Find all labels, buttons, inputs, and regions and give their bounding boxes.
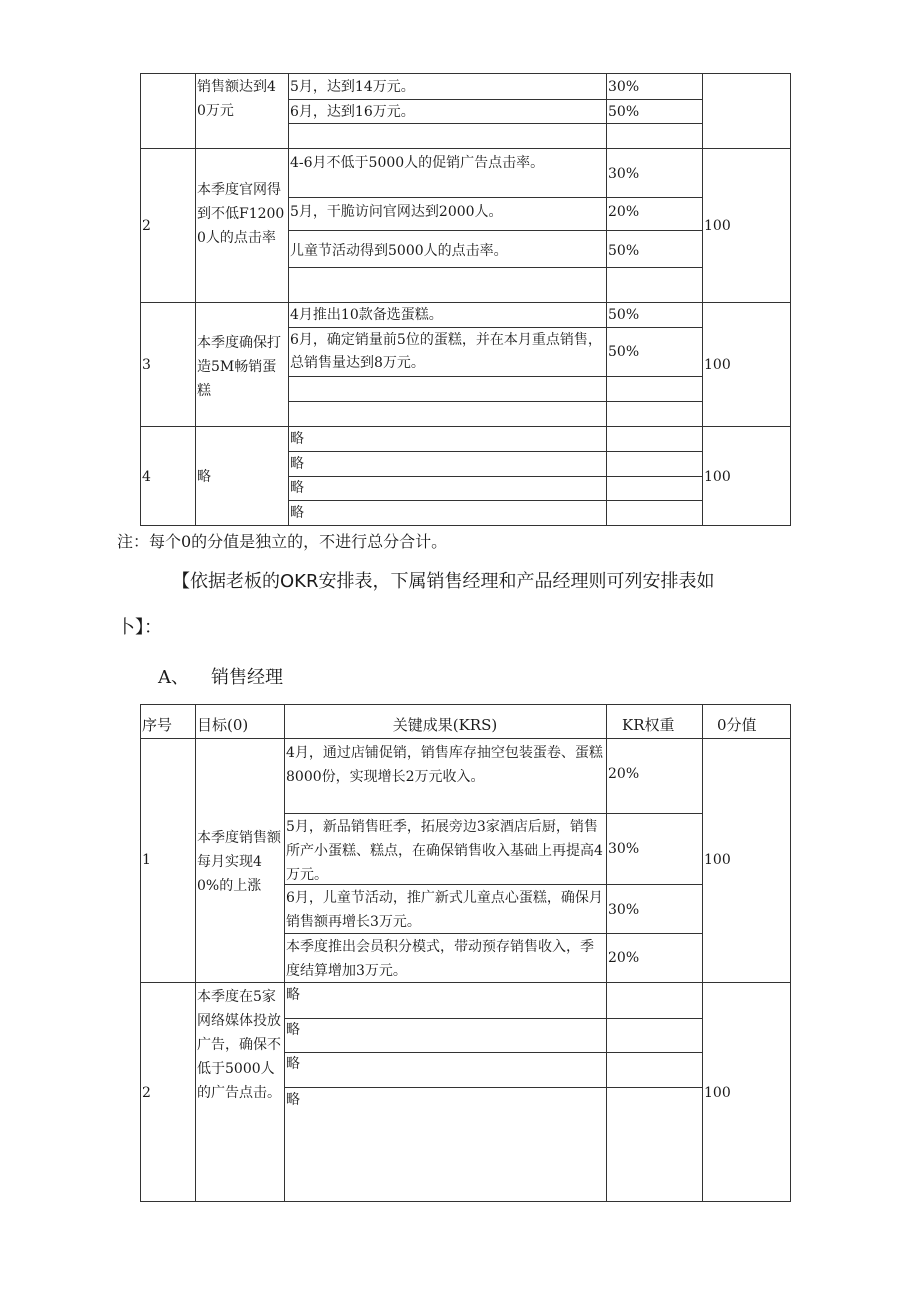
kr-cell: 略: [286, 1022, 300, 1038]
intro-paragraph-line2: 卜】：: [117, 617, 162, 638]
objective-cell: 本季度确保打造5M畅销蛋糕: [197, 335, 281, 399]
objective-cell: 本季度官网得到不低F12000人的点击率: [197, 182, 285, 246]
row-number: 2: [142, 1085, 151, 1101]
kr-weight: 50%: [608, 344, 640, 360]
kr-cell: 6月，儿童节活动，推广新式儿童点心蛋糕，确保月销售额再增长3万元。: [286, 890, 603, 930]
intro-paragraph-line1: 【依据老板的OKR安排表，下属销售经理和产品经理则可列安排表如: [172, 571, 715, 592]
score-cell: 100: [704, 469, 731, 485]
kr-cell: 4月，通过店铺促销，销售库存抽空包装蛋卷、蛋糕8000份，实现增长2万元收入。: [286, 745, 603, 785]
kr-weight: 20%: [608, 766, 640, 782]
kr-weight: 50%: [608, 307, 640, 323]
objective-cell: 销售额达到40万元: [197, 79, 276, 119]
objective-cell: 略: [197, 469, 211, 485]
kr-cell: 4-6月不低于5000人的促销广告点击率。: [290, 155, 545, 171]
row-number: 4: [142, 469, 151, 485]
kr-cell: 6月，确定销量前5位的蛋糕，并在本月重点销售，总销售量达到8万元。: [290, 332, 602, 371]
objective-cell: 本季度在5家网络媒体投放广告，确保不低于5000人的广告点击。: [197, 989, 281, 1101]
section-title: 销售经理: [211, 667, 283, 688]
kr-cell: 略: [286, 1092, 300, 1108]
kr-weight: 30%: [608, 166, 640, 182]
kr-cell: 略: [290, 505, 304, 521]
row-number: 3: [142, 357, 151, 373]
kr-weight: 30%: [608, 79, 640, 95]
objective-cell: 本季度销售额每月实现40%的上涨: [197, 830, 281, 894]
kr-cell: 略: [290, 431, 304, 447]
kr-cell: 儿童节活动得到5000人的点击率。: [290, 243, 508, 259]
kr-cell: 略: [286, 987, 300, 1003]
kr-cell: 4月推出10款备选蛋糕。: [290, 307, 443, 323]
header-kr-weight: KR权重: [622, 716, 675, 734]
kr-cell: 5月，干脆访问官网达到2000人。: [290, 204, 503, 220]
header-number: 序号: [142, 716, 173, 734]
kr-cell: 本季度推出会员积分模式，带动预存销售收入，季度结算增加3万元。: [286, 939, 594, 979]
kr-cell: 5月，新品销售旺季，拓展旁边3家酒店后厨，销售所产小蛋糕、糕点，在确保销售收入基础上再提高4万元。: [286, 819, 603, 883]
kr-cell: 6月，达到16万元。: [290, 104, 415, 120]
kr-weight: 30%: [608, 841, 640, 857]
kr-weight: 20%: [608, 950, 640, 966]
kr-cell: 5月，达到14万元。: [290, 79, 415, 95]
score-cell: 100: [704, 218, 731, 234]
section-label: A、: [158, 667, 189, 688]
kr-weight: 20%: [608, 204, 640, 220]
kr-cell: 略: [290, 456, 304, 472]
row-number: 1: [142, 852, 151, 868]
header-key-results: 关键成果(KRS): [392, 716, 498, 734]
table-note: 注：每个0的分值是独立的，不进行总分合计。: [117, 532, 448, 551]
score-cell: 100: [704, 852, 731, 868]
kr-weight: 50%: [608, 104, 640, 120]
score-cell: 100: [704, 357, 731, 373]
kr-weight: 30%: [608, 902, 640, 918]
header-score: 0分值: [717, 716, 757, 734]
kr-cell: 略: [286, 1056, 300, 1072]
kr-weight: 50%: [608, 243, 640, 259]
header-objective: 目标(0): [197, 716, 249, 734]
score-cell: 100: [704, 1085, 731, 1101]
kr-cell: 略: [290, 480, 304, 496]
row-number: 2: [142, 218, 151, 234]
